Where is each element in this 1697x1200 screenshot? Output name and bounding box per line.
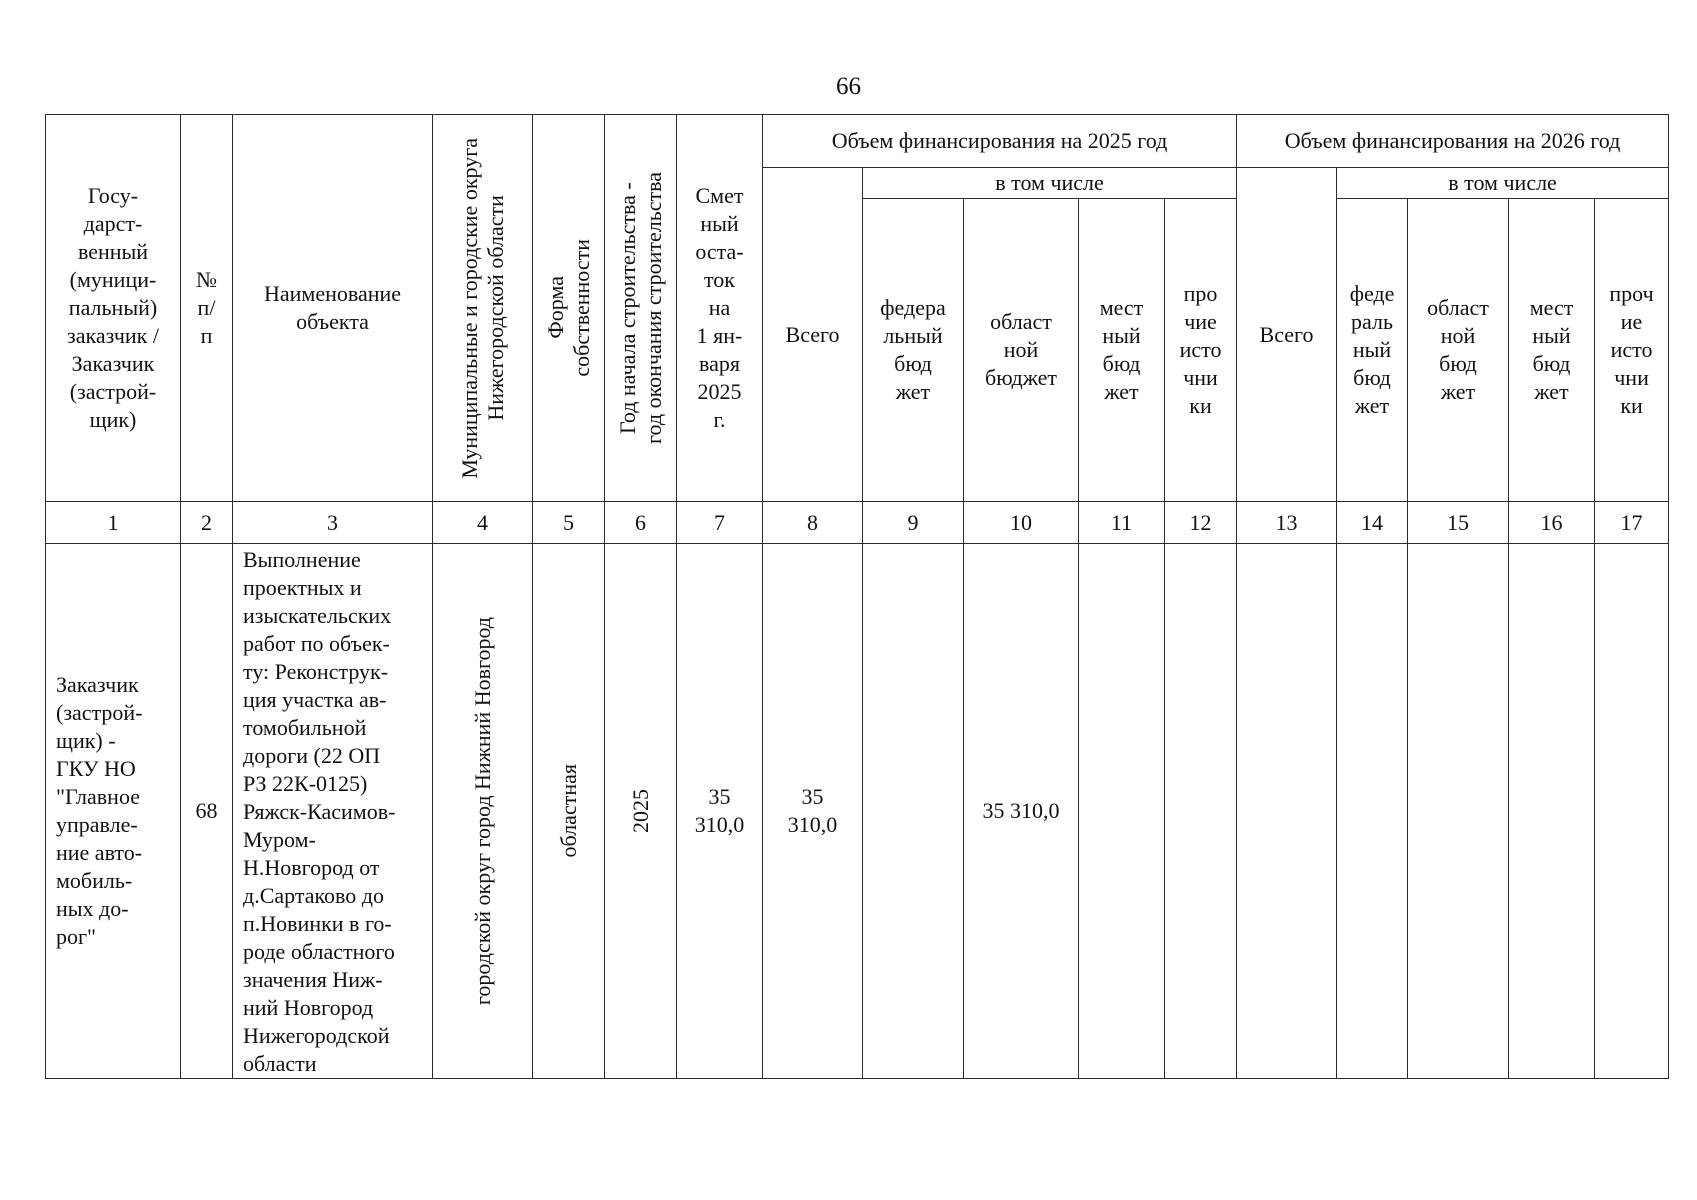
header-regional-2025: област ной бюджет	[964, 199, 1079, 502]
column-number: 5	[533, 502, 605, 544]
cell-ownership	[533, 544, 605, 1079]
cell-local-2026	[1509, 544, 1595, 1079]
column-number: 7	[677, 502, 763, 544]
header-federal-2026: феде раль ный бюд жет	[1337, 199, 1408, 502]
column-number: 1	[46, 502, 181, 544]
header-including-2026: в том числе	[1337, 168, 1669, 199]
investment-program-table	[45, 114, 1669, 1079]
header-local-2026: мест ный бюд жет	[1509, 199, 1595, 502]
header-other-2026: проч ие исто чни ки	[1595, 199, 1669, 502]
column-number: 4	[433, 502, 533, 544]
cell-ownership-text: областная	[555, 764, 581, 858]
column-number: 6	[605, 502, 677, 544]
header-row-top	[46, 115, 1669, 168]
cell-regional-2025: 35 310,0	[964, 544, 1079, 1079]
header-object-name: Наименование объекта	[233, 115, 433, 502]
cell-total-2025: 35 310,0	[763, 544, 863, 1079]
column-number: 13	[1237, 502, 1337, 544]
column-number: 8	[763, 502, 863, 544]
column-number: 15	[1408, 502, 1509, 544]
column-number: 16	[1509, 502, 1595, 544]
cell-municipality	[433, 544, 533, 1079]
header-ownership	[533, 115, 605, 502]
header-municipality	[433, 115, 533, 502]
header-ownership-text: Форма собственности	[542, 239, 594, 377]
column-number: 10	[964, 502, 1079, 544]
cell-regional-2026	[1408, 544, 1509, 1079]
header-federal-2025: федера льный бюд жет	[863, 199, 964, 502]
cell-estimate-remainder: 35 310,0	[677, 544, 763, 1079]
column-number: 12	[1165, 502, 1237, 544]
header-financing-2026: Объем финансирования на 2026 год	[1237, 115, 1669, 168]
cell-total-2026	[1237, 544, 1337, 1079]
header-other-2025: про чие исто чни ки	[1165, 199, 1237, 502]
header-customer: Госу- дарст- венный (муници- пальный) заказчик / Заказчик (застрой- щик)	[46, 115, 181, 502]
header-including-2025: в том числе	[863, 168, 1237, 199]
column-number: 9	[863, 502, 964, 544]
cell-federal-2025	[863, 544, 964, 1079]
header-years	[605, 115, 677, 502]
header-financing-2025: Объем финансирования на 2025 год	[763, 115, 1237, 168]
column-number: 3	[233, 502, 433, 544]
header-number: № п/ п	[181, 115, 233, 502]
cell-number: 68	[181, 544, 233, 1079]
cell-years	[605, 544, 677, 1079]
column-number: 11	[1079, 502, 1165, 544]
page-number: 66	[836, 73, 861, 100]
header-regional-2026: област ной бюд жет	[1408, 199, 1509, 502]
cell-years-text: 2025	[627, 789, 653, 833]
header-local-2025: мест ный бюд жет	[1079, 199, 1165, 502]
cell-local-2025	[1079, 544, 1165, 1079]
cell-municipality-text: городской округ город Нижний Новгород	[469, 616, 495, 1006]
cell-federal-2026	[1337, 544, 1408, 1079]
column-number: 2	[181, 502, 233, 544]
cell-other-2025	[1165, 544, 1237, 1079]
cell-other-2026	[1595, 544, 1669, 1079]
column-numbers-row	[46, 502, 1669, 544]
column-number: 14	[1337, 502, 1408, 544]
header-total-2025: Всего	[763, 168, 863, 502]
header-municipality-text: Муниципальные и городские округа Нижегородской области	[456, 137, 508, 479]
table-row	[46, 544, 1669, 1079]
header-years-text: Год начала строительства - год окончания строительства	[614, 172, 666, 444]
header-estimate-remainder: Смет ный оста- ток на 1 ян- варя 2025 г.	[677, 115, 763, 502]
column-number: 17	[1595, 502, 1669, 544]
cell-object-name: Выполнение проектных и изыскательских работ по объек- ту: Реконструк- ция участка ав- томобильной дороги (22 ОП РЗ 22К-0125) Ряжск-Касимов- Муром- Н.Новгород от д.Сартаково до п.Новинки в го- роде областного значения Ниж- ний Новгород Нижегородской области	[233, 544, 433, 1079]
header-total-2026: Всего	[1237, 168, 1337, 502]
cell-customer: Заказчик (застрой- щик) - ГКУ НО "Главное управле- ние авто- мобиль- ных до- рог"	[46, 544, 181, 1079]
